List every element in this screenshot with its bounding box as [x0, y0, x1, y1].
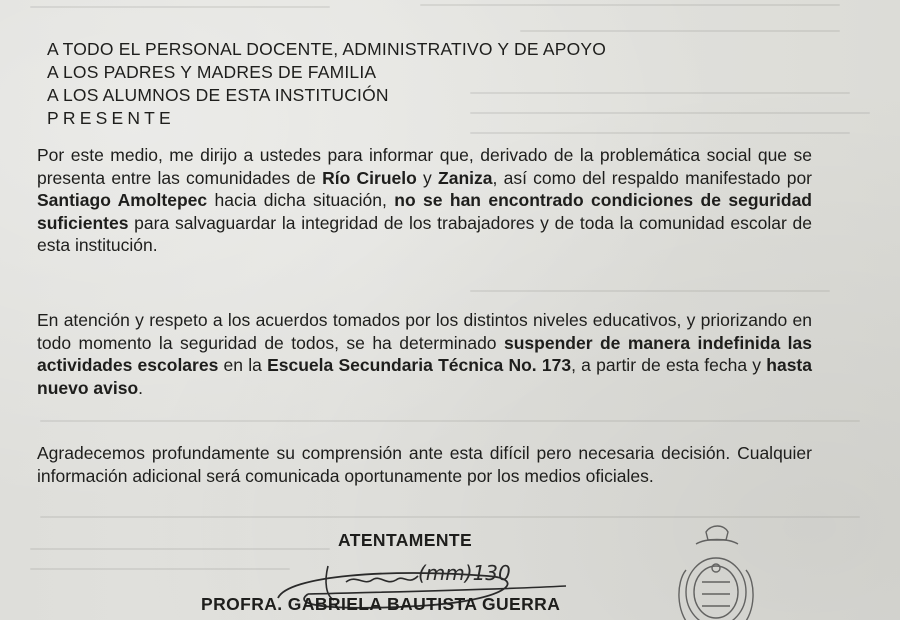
- signer-name: PROFRA. GABRIELA BAUTISTA GUERRA: [201, 594, 561, 614]
- p3-text-1: Agradecemos profundamente su comprensión ante esta difícil pero necesaria decisión. Cualquier información adicional será comunicada oportunamente por los medios oficiales.: [37, 443, 812, 486]
- p1-text-4: hacia dicha situación,: [207, 190, 395, 211]
- paragraph-thanks: [37, 442, 812, 487]
- presente-heading: PRESENTE: [47, 108, 175, 128]
- p2-bold-until-notice: hasta nuevo aviso: [37, 355, 812, 398]
- p1-text-1: Por este medio, me dirijo a ustedes para informar que, derivado de la problemática social que se presenta entre las comunidades de: [37, 145, 812, 188]
- addressee-block: [47, 38, 606, 130]
- p2-text-2: en la: [218, 355, 268, 376]
- p1-bold-security-conditions: no se han encontrado condiciones de seguridad suficientes: [37, 190, 812, 233]
- closing-salutation: ATENTAMENTE: [338, 530, 473, 550]
- p1-bold-rio-ciruelo: Río Ciruelo: [322, 167, 417, 188]
- closing-block: [0, 528, 900, 620]
- addressee-staff: A TODO EL PERSONAL DOCENTE, ADMINISTRATIVO Y DE APOYO: [47, 39, 607, 59]
- p1-bold-zaniza: Zaniza: [438, 167, 493, 188]
- p2-bold-suspension: suspender de manera indefinida las actividades escolares: [37, 332, 812, 376]
- p2-text-3: , a partir de esta fecha y: [571, 355, 767, 376]
- paragraph-suspension: [37, 309, 812, 399]
- p2-bold-school-name: Escuela Secundaria Técnica No. 173: [267, 355, 572, 376]
- signature-text: (mm)130: [418, 561, 511, 585]
- addressee-students: A LOS ALUMNOS DE ESTA INSTITUCIÓN: [47, 85, 389, 105]
- addressee-parents: A LOS PADRES Y MADRES DE FAMILIA: [47, 62, 377, 82]
- p2-text-1: En atención y respeto a los acuerdos tomados por los distintos niveles educativos, y priorizando en todo momento la seguridad de todos, se ha determinado: [37, 310, 812, 353]
- p2-text-4: .: [138, 377, 144, 398]
- p1-text-5: para salvaguardar la integridad de los trabajadores y de toda la comunidad escolar de esta institución.: [37, 212, 812, 256]
- p1-text-2: y: [416, 167, 439, 188]
- official-seal-stamp: [666, 522, 766, 620]
- paragraph-security-situation: [37, 144, 812, 257]
- p1-text-3: , así como del respaldo manifestado por: [492, 167, 812, 188]
- p1-bold-santiago-amoltepec: Santiago Amoltepec: [37, 190, 208, 211]
